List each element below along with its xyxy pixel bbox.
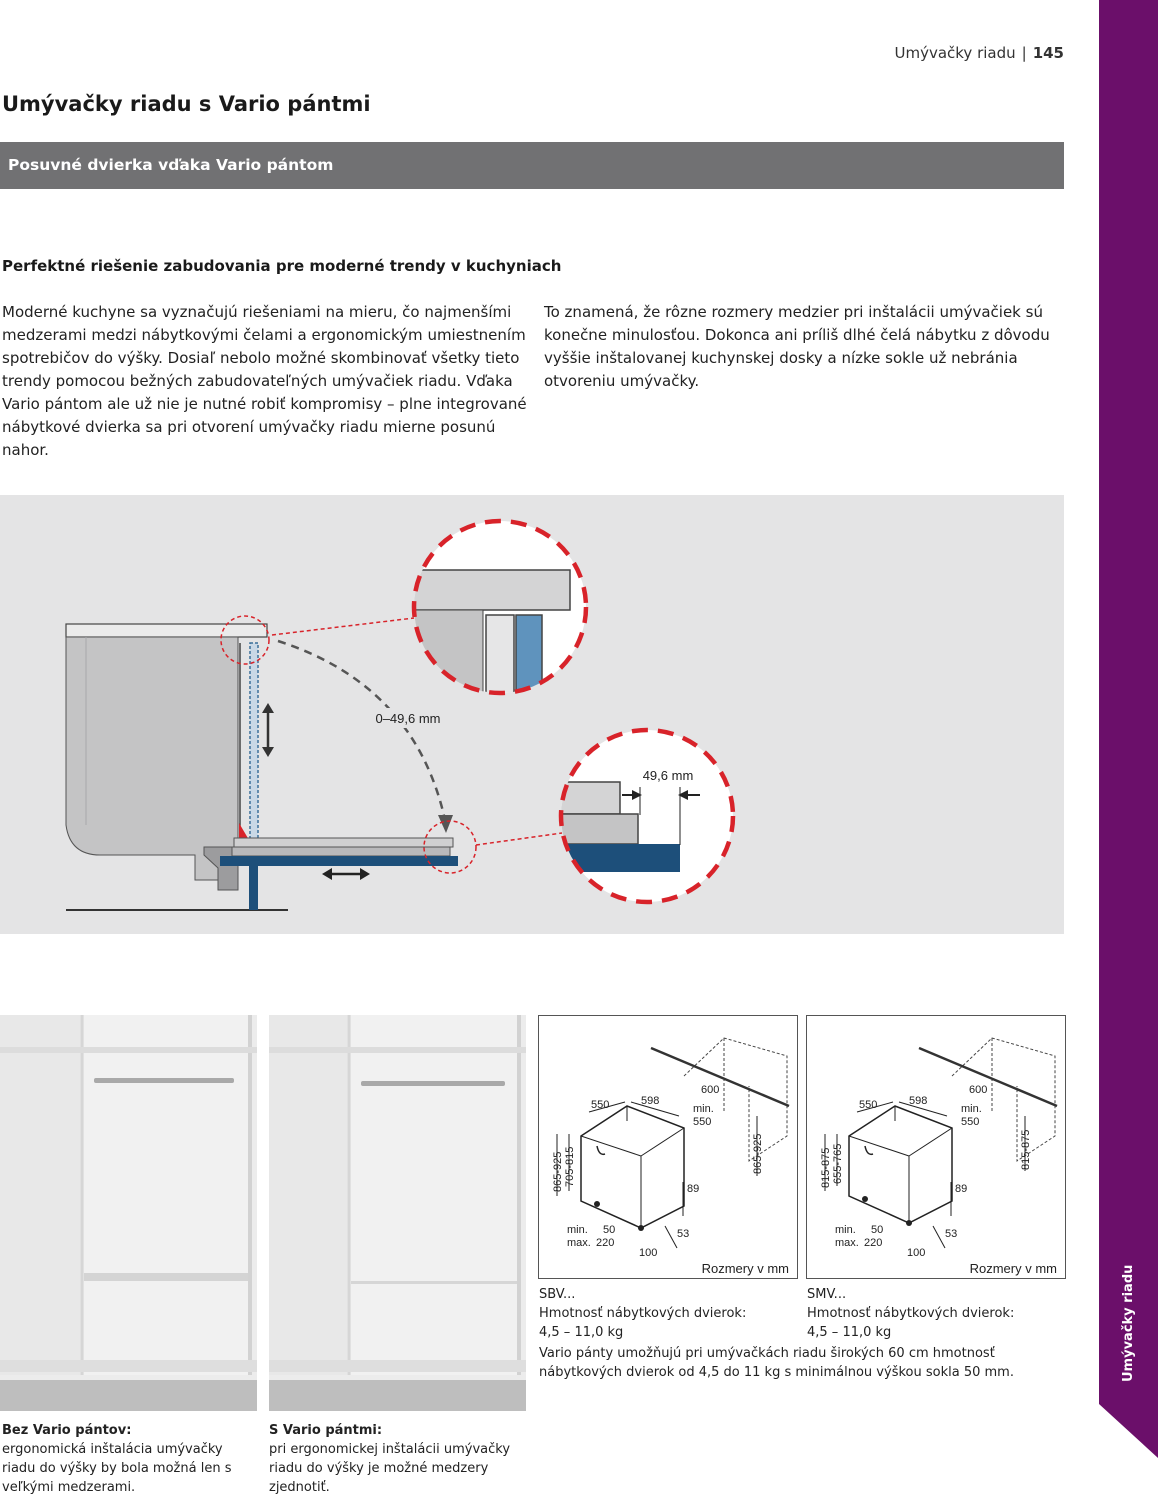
- dim-50: 50: [871, 1224, 884, 1236]
- dimension-drawing-smv: [807, 1016, 1065, 1278]
- dim-right: 815-875: [1020, 1129, 1032, 1170]
- dim-max2: max.: [567, 1237, 591, 1249]
- dim-598: 598: [909, 1095, 928, 1107]
- travel-label: 0–49,6 mm: [375, 711, 441, 726]
- dim-min-label: min.: [961, 1103, 982, 1115]
- dim-min-label: min.: [693, 1103, 714, 1115]
- dim-550: 550: [591, 1099, 610, 1111]
- units-label: Rozmery v mm: [969, 1261, 1057, 1276]
- dim-min-val: 550: [961, 1116, 980, 1128]
- weight-value-smv: 4,5 – 11,0 kg: [807, 1325, 892, 1340]
- dim-550: 550: [859, 1099, 878, 1111]
- photo-caption-1-title: Bez Vario pántov:: [2, 1423, 132, 1438]
- photo-caption-1: [2, 1421, 242, 1497]
- vario-note: Vario pánty umožňujú pri umývačkách riadu širokých 60 cm hmotnosť nábytkových dvierok od 4,5 do 11 kg s minimálnou výškou sokla 50 mm.: [539, 1346, 1014, 1380]
- dim-left-inner: 705-815: [564, 1146, 576, 1187]
- dimension-drawing-sbv: [539, 1016, 797, 1278]
- hinge-diagram-graphic: [0, 495, 1064, 934]
- photo-caption-2: [269, 1421, 519, 1497]
- dim-53: 53: [677, 1228, 690, 1240]
- model-smv: SMV...: [807, 1287, 847, 1302]
- page-title: Umývačky riadu s Vario pántmi: [2, 92, 371, 116]
- photo-caption-1-text: ergonomická inštalácia umývačky riadu do výšky by bola možná len s veľkými medzerami.: [2, 1442, 232, 1495]
- body-column-2: To znamená, že rôzne rozmery medzier pri inštalácii umývačiek sú konečne minulosťou. Dokonca ani príliš dlhé čelá nábytku z dôvodu vyššie inštalovanej kuchynskej dosky a nízke sokle už nebránia otvoreniu umývačky.: [544, 303, 1050, 390]
- dim-min2: min.: [567, 1224, 588, 1236]
- dim-220: 220: [864, 1237, 883, 1249]
- dim-100: 100: [639, 1247, 658, 1259]
- dim-left-outer: 815-875: [820, 1147, 832, 1188]
- dim-50: 50: [603, 1224, 616, 1236]
- hinge-diagram: [0, 495, 1064, 934]
- dim-100: 100: [907, 1247, 926, 1259]
- dim-min2: min.: [835, 1224, 856, 1236]
- body-column-1: Moderné kuchyne sa vyznačujú riešeniami na mieru, čo najmenšími medzerami medzi nábytkovými čelami a ergonomickým umiestnením spotrebičov do výšky. Dosiaľ nebolo možné skombinovať všetky tieto trendy pomocou bežných zabudovateľných umývačiek riadu. Vďaka Vario pántom ale už nie je nutné robiť kompromisy – plne integrované nábytkové dvierka sa pri otvorení umývačky riadu mierne posunú nahor.: [2, 303, 527, 459]
- weight-label-smv: Hmotnosť nábytkových dvierok:: [807, 1306, 1015, 1321]
- running-title: Umývačky riadu: [894, 44, 1016, 62]
- spec-text-smv: [807, 1285, 1062, 1342]
- dim-600: 600: [969, 1084, 988, 1096]
- weight-label-sbv: Hmotnosť nábytkových dvierok:: [539, 1306, 747, 1321]
- dim-53: 53: [945, 1228, 958, 1240]
- dim-max2: max.: [835, 1237, 859, 1249]
- model-sbv: SBV...: [539, 1287, 576, 1302]
- dim-min-val: 550: [693, 1116, 712, 1128]
- page-number: 145: [1032, 44, 1064, 62]
- weight-value-sbv: 4,5 – 11,0 kg: [539, 1325, 624, 1340]
- kitchen-photo-with-vario: [269, 1015, 526, 1411]
- running-header: [870, 44, 1064, 62]
- spec-box-smv: [806, 1015, 1066, 1279]
- photo-caption-2-text: pri ergonomickej inštalácii umývačky riadu do výšky je možné medzery zjednotiť.: [269, 1442, 511, 1495]
- header-separator: |: [1021, 44, 1027, 62]
- dim-right: 865-925: [752, 1133, 764, 1174]
- dim-598: 598: [641, 1095, 660, 1107]
- dim-left-outer: 865-925: [552, 1151, 564, 1192]
- gap-label: 49,6 mm: [642, 768, 694, 783]
- dim-220: 220: [596, 1237, 615, 1249]
- dim-89: 89: [955, 1183, 968, 1195]
- sidebar-label: Umývačky riadu: [1121, 1264, 1136, 1382]
- subheading: Perfektné riešenie zabudovania pre moderné trendy v kuchyniach: [2, 257, 562, 275]
- dim-89: 89: [687, 1183, 700, 1195]
- dim-left-inner: 655-765: [832, 1143, 844, 1184]
- dim-600: 600: [701, 1084, 720, 1096]
- photo-caption-2-title: S Vario pántmi:: [269, 1423, 383, 1438]
- units-label: Rozmery v mm: [701, 1261, 789, 1276]
- spec-text-sbv: [539, 1285, 794, 1342]
- spec-box-sbv: [538, 1015, 798, 1279]
- kitchen-photo-without-vario: [0, 1015, 257, 1411]
- section-band-label: Posuvné dvierka vďaka Vario pántom: [8, 156, 334, 174]
